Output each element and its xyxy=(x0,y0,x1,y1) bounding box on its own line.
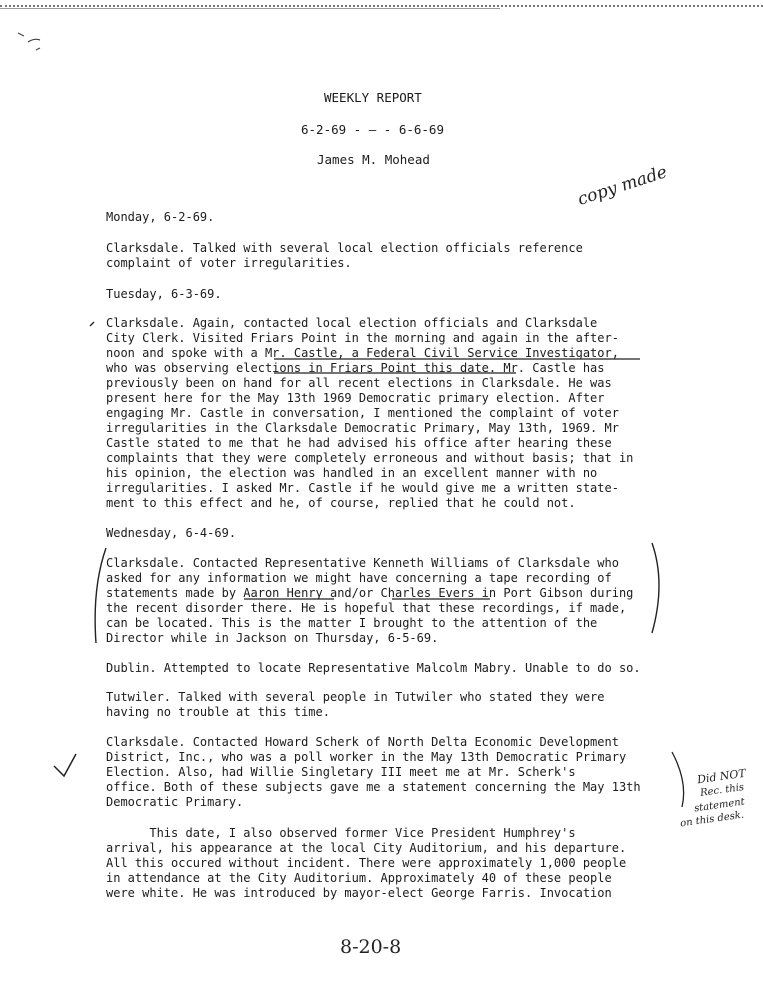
entry-line: who was observing elections in Friars Point this date. Mr. Castle has xyxy=(106,361,605,375)
stray-pen-marks xyxy=(18,33,40,50)
entry-line: can be located. This is the matter I brought to the attention of the xyxy=(106,616,598,630)
entry-line: Clarksdale. Contacted Howard Scherk of North Delta Economic Development xyxy=(106,735,619,749)
entry-line: his opinion, the election was handled in an excellent manner with no xyxy=(106,466,598,480)
entry-line: office. Both of these subjects gave me a statement concerning the May 13th xyxy=(106,780,641,794)
day-heading-tuesday: Tuesday, 6-3-69. xyxy=(106,287,222,301)
entry-line: present here for the May 13th 1969 Democratic primary election. After xyxy=(106,391,605,405)
entry-line: Dublin. Attempted to locate Representative Malcolm Mabry. Unable to do so. xyxy=(106,661,641,675)
entry-line: Election. Also, had Willie Singletary III meet me at Mr. Scherk's xyxy=(106,765,576,779)
entry-line: irregularities. I asked Mr. Castle if he would give me a written state- xyxy=(106,481,619,495)
handwritten-desk-note-4: on this desk. xyxy=(679,809,745,830)
entry-line: in attendance at the City Auditorium. Approximately 40 of these people xyxy=(106,871,612,885)
entry-line: were white. He was introduced by mayor-elect George Farris. Invocation xyxy=(106,886,612,900)
entry-line: District, Inc., who was a poll worker in the May 13th Democratic Primary xyxy=(106,750,627,764)
entry-line: irregularities in the Clarksdale Democratic Primary, May 13th, 1969. Mr xyxy=(106,421,619,435)
left-bracket-wednesday xyxy=(95,548,106,643)
day-heading-wednesday: Wednesday, 6-4-69. xyxy=(106,526,237,540)
handwritten-desk-note-1: Did NOT xyxy=(696,766,747,787)
entry-line: statements made by Aaron Henry and/or Charles Evers in Port Gibson during xyxy=(106,586,634,600)
entry-line: previously been on hand for all recent elections in Clarksdale. He was xyxy=(106,376,612,390)
entry-line: Tutwiler. Talked with several people in Tutwiler who stated they were xyxy=(106,690,605,704)
entry-line: noon and spoke with a Mr. Castle, a Federal Civil Service Investigator, xyxy=(106,346,619,360)
right-bracket-wednesday xyxy=(652,543,659,633)
handwritten-copy-note: copy made xyxy=(575,162,670,210)
check-mark xyxy=(54,754,76,776)
entry-line: arrival, his appearance at the local City Auditorium, and his departure. xyxy=(106,841,627,855)
entry-line: Director while in Jackson on Thursday, 6-5-69. xyxy=(106,631,439,645)
entry-line: engaging Mr. Castle in conversation, I mentioned the complaint of voter xyxy=(106,406,619,420)
report-author: James M. Mohead xyxy=(317,152,430,167)
entry-line: This date, I also observed former Vice President Humphrey's xyxy=(106,826,576,840)
entry-line: asked for any information we might have concerning a tape recording of xyxy=(106,571,612,585)
report-title: WEEKLY REPORT xyxy=(324,90,422,105)
day-heading-monday: Monday, 6-2-69. xyxy=(106,210,215,224)
entry-line: complaint of voter irregularities. xyxy=(106,256,352,270)
entry-line: Castle stated to me that he had advised his office after hearing these xyxy=(106,436,612,450)
entry-line: City Clerk. Visited Friars Point in the morning and again in the after- xyxy=(106,331,619,345)
entry-line: Democratic Primary. xyxy=(106,795,244,809)
entry-line: Clarksdale. Again, contacted local election officials and Clarksdale xyxy=(106,316,598,330)
entry-line: Clarksdale. Talked with several local election officials reference xyxy=(106,241,583,255)
report-dates: 6-2-69 - — - 6-6-69 xyxy=(301,122,444,137)
entry-line: having no trouble at this time. xyxy=(106,705,330,719)
right-bracket-scherk xyxy=(672,752,684,807)
tick-mark xyxy=(90,322,94,326)
entry-line: ment to this effect and he, of course, replied that he could not. xyxy=(106,496,576,510)
handwritten-page-code: 8-20-8 xyxy=(340,936,402,958)
entry-line: the recent disorder there. He is hopeful that these recordings, if made, xyxy=(106,601,627,615)
handwritten-desk-note-3: statement xyxy=(693,796,746,815)
entry-line: All this occured without incident. There were approximately 1,000 people xyxy=(106,856,627,870)
entry-line: complaints that they were completely erroneous and without basis; that in xyxy=(106,451,634,465)
handwritten-desk-note-2: Rec. this xyxy=(699,781,745,800)
entry-line: Clarksdale. Contacted Representative Kenneth Williams of Clarksdale who xyxy=(106,556,619,570)
